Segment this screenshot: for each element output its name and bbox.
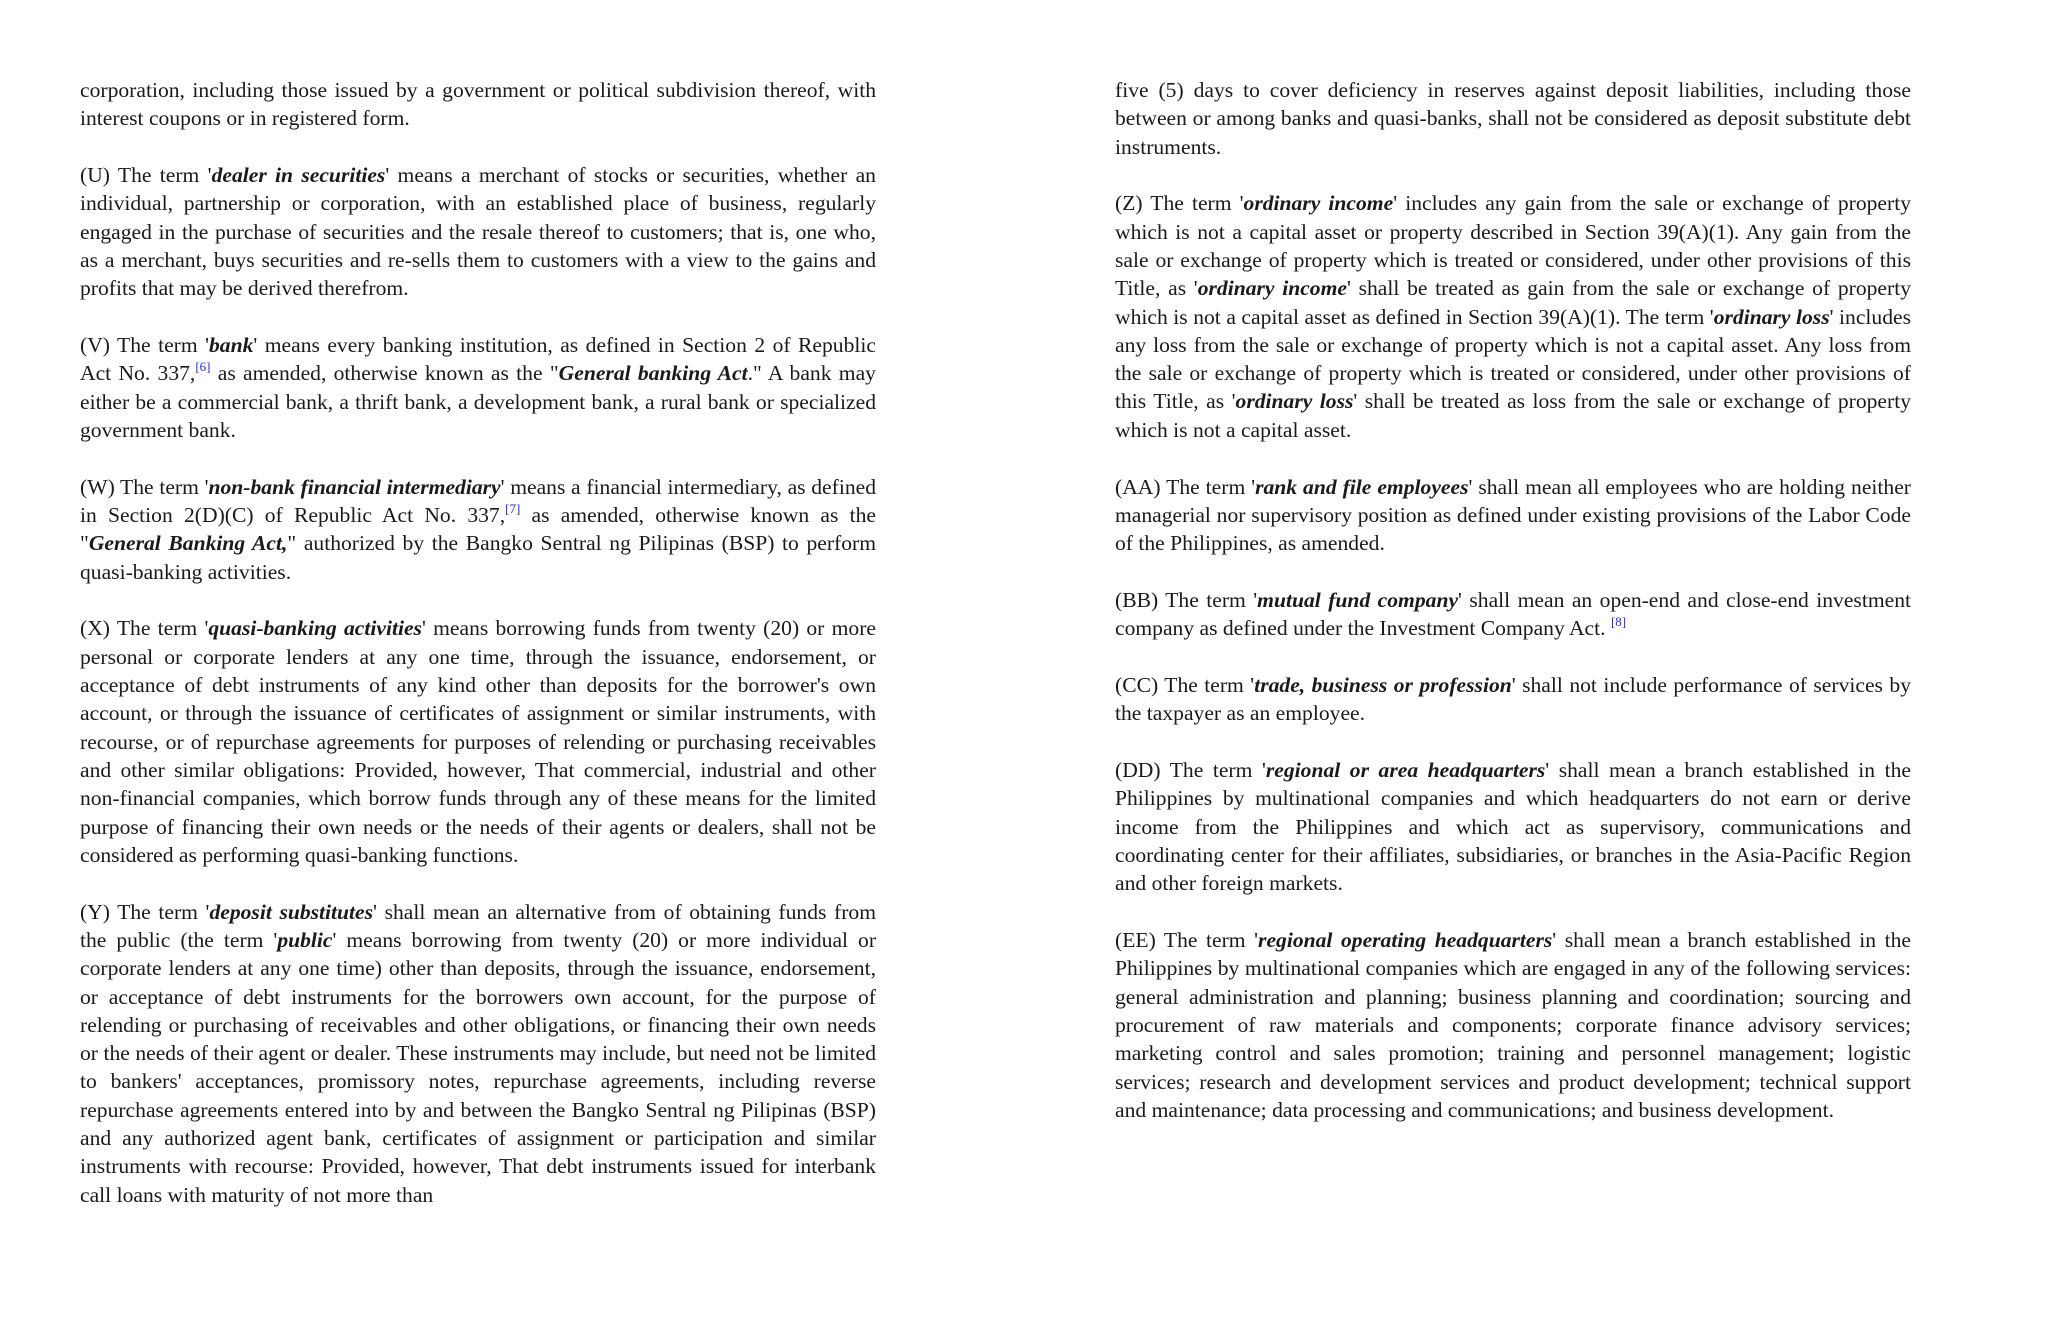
footnote-link-8[interactable] <box>1611 614 1626 629</box>
defined-term: rank and file employees <box>1255 474 1469 499</box>
paragraph-text: as amended, otherwise known as the " <box>80 503 876 556</box>
paragraph-text: (EE) The term ' <box>1115 928 1259 953</box>
paragraph-text: ' means a financial intermediary, as defined in Section 2(D)(C) of Republic Act No. 337, <box>80 474 876 528</box>
paragraph-text: ' includes any gain from the sale or exchange of property which is not a capital asset or property described in Section 39(A)(1). Any gain from the sale or exchange of property which is treated or considered, under other provisions of this Title, as ' <box>1115 191 1911 301</box>
paragraph-text: ' shall mean a branch established in the Philippines by multinational companies which are engaged in any of the following services: general administration and planning; business planning and coordination; sourcing and procurement of raw materials and components; corporate finance advisory services; marketing control and sales promotion; training and personnel management; logistic services; research and development services and product development; technical support and maintenance; data processing and communications; and business development. <box>1115 928 1912 1122</box>
paragraph-text: ' means a merchant of stocks or securities, whether an individual, partnership or corporation, with an established place of business, regularly engaged in the purchase of securities and the resale thereof to customers; that is, one who, as a merchant, buys securities and re-sells them to customers with a view to the gains and profits that may be derived therefrom. <box>80 163 876 301</box>
defined-term: quasi-banking activities <box>208 616 422 641</box>
footnote-link-7[interactable] <box>505 501 520 516</box>
paragraph-text: corporation, including those issued by a government or political subdivision thereof, with interest coupons or in registered form. <box>80 78 876 131</box>
defined-term: ordinary income <box>1197 276 1347 301</box>
defined-term: ordinary income <box>1243 191 1394 216</box>
paragraph-text: ' includes any loss from the sale or exchange of property which is not a capital asset. Any loss from the sale or exchange of property which is treated or considered, under other provisions of this Title, as ' <box>1115 304 1911 414</box>
defined-term: mutual fund company <box>1257 587 1459 612</box>
paragraph-text: ' means every banking institution, as defined in Section 2 of Republic Act No. 337, <box>80 333 876 386</box>
paragraph-w-non-bank-financial-intermediary <box>80 473 876 586</box>
defined-term: bank <box>208 333 254 358</box>
paragraph-ee-regional-operating-headquarters <box>1115 926 1911 1124</box>
footnote-link-text[interactable]: [7] <box>505 501 521 517</box>
paragraph-text: (DD) The term ' <box>1115 758 1266 783</box>
footnote-link-6[interactable] <box>195 359 210 374</box>
footnote-link-text[interactable]: [6] <box>195 359 211 375</box>
paragraph-text: (CC) The term ' <box>1115 673 1255 698</box>
paragraph-text: ' shall be treated as loss from the sale or exchange of property which is not a capital asset. <box>1115 389 1912 442</box>
paragraph-text: (W) The term ' <box>80 474 209 499</box>
defined-term: regional or area headquarters <box>1265 758 1546 783</box>
paragraph-text: ' shall be treated as gain from the sale or exchange of property which is not a capital asset as defined in Section 39(A)(1). The term ' <box>1115 276 1911 329</box>
defined-term: public <box>277 927 333 952</box>
defined-term: dealer in securities <box>211 163 386 188</box>
defined-term: ordinary loss <box>1235 389 1354 414</box>
paragraph-text: (Z) The term ' <box>1115 191 1244 216</box>
paragraph-text: ' means borrowing from twenty (20) or more individual or corporate lenders at any one time) other than deposits, through the issuance, endorsement, or acceptance of debt instruments for the borrowers own account, for the purpose of relending or purchasing of receivables and other obligations, or financing their own needs or the needs of their agent or dealer. These instruments may include, but need not be limited to bankers' acceptances, promissory notes, repurchase agreements, including reverse repurchase agreements entered into by and between the Bangko Sentral ng Pilipinas (BSP) and any authorized agent bank, certificates of assignment or participation and similar instruments with recourse: Provided, however, That debt instruments issued for interbank call loans with maturity of not more than <box>80 927 877 1207</box>
defined-term: deposit substitutes <box>209 899 374 924</box>
paragraph-cc-trade-business-or-profession <box>1115 671 1911 728</box>
paragraph-text: (BB) The term ' <box>1115 587 1258 612</box>
paragraph-bb-mutual-fund-company <box>1115 586 1911 643</box>
right-column <box>1115 76 1911 1153</box>
paragraph-text: ' shall mean an open-end and close-end investment company as defined under the Investment Company Act. <box>1115 587 1911 641</box>
paragraph-text: (V) The term ' <box>80 333 209 358</box>
defined-term: General banking Act <box>558 361 748 386</box>
paragraph-text: ' shall mean an alternative from of obtaining funds from the public (the term ' <box>80 899 876 952</box>
paragraph-text: (Y) The term ' <box>80 899 210 924</box>
defined-term: General Banking Act, <box>88 531 288 556</box>
paragraph-v-bank <box>80 331 876 444</box>
paragraph-z-ordinary-income <box>1115 189 1911 444</box>
paragraph-text: ' shall mean all employees who are holding neither managerial nor supervisory position as defined under existing provisions of the Labor Code of the Philippines, as amended. <box>1115 474 1911 556</box>
paragraph-text: ' shall mean a branch established in the Philippines by multinational companies and which headquarters do not earn or derive income from the Philippines and which act as supervisory, communications and coordinating center for their affiliates, subsidiaries, or branches in the Asia-Pacific Region and other foreign markets. <box>1115 758 1911 896</box>
paragraph-dd-regional-or-area-headquarters <box>1115 756 1911 897</box>
paragraph-text: as amended, otherwise known as the " <box>210 361 559 386</box>
paragraph-text: " authorized by the Bangko Sentral ng Pilipinas (BSP) to perform quasi-banking activities. <box>80 531 876 584</box>
paragraph-u-dealer-in-securities <box>80 161 876 302</box>
defined-term: trade, business or profession <box>1254 673 1512 698</box>
left-column <box>80 76 876 1237</box>
defined-term: non-bank financial intermediary <box>208 474 501 499</box>
paragraph-y-deposit-substitutes <box>80 898 876 1209</box>
paragraph-text: ' shall not include performance of services by the taxpayer as an employee. <box>1115 673 1911 726</box>
paragraph-continuation-right <box>1115 76 1911 161</box>
paragraph-aa-rank-and-file-employees <box>1115 473 1911 558</box>
paragraph-text: (AA) The term ' <box>1115 474 1256 499</box>
paragraph-continuation-left <box>80 76 876 133</box>
footnote-link-text[interactable]: [8] <box>1610 614 1627 630</box>
defined-term: regional operating headquarters <box>1258 928 1553 953</box>
paragraph-text: (X) The term ' <box>80 616 209 641</box>
paragraph-text: (U) The term ' <box>80 163 212 188</box>
paragraph-text: five (5) days to cover deficiency in reserves against deposit liabilities, including those between or among banks and quasi-banks, shall not be considered as deposit substitute debt instruments. <box>1115 78 1911 159</box>
paragraph-text: ." A bank may either be a commercial bank, a thrift bank, a development bank, a rural bank or specialized government bank. <box>80 361 876 442</box>
paragraph-x-quasi-banking-activities <box>80 614 876 869</box>
defined-term: ordinary loss <box>1713 304 1830 329</box>
paragraph-text: ' means borrowing funds from twenty (20) or more personal or corporate lenders at any one time, through the issuance, endorsement, or acceptance of debt instruments of any kind other than deposits for the borrower's own account, or through the issuance of certificates of assignment or similar instruments, with recourse, or of repurchase agreements for purposes of relending or purchasing receivables and other similar obligations: Provided, however, That commercial, industrial and other non-financial companies, which borrow funds through any of these means for the limited purpose of financing their own needs or the needs of their agents or dealers, shall not be considered as performing quasi-banking functions. <box>80 616 876 867</box>
